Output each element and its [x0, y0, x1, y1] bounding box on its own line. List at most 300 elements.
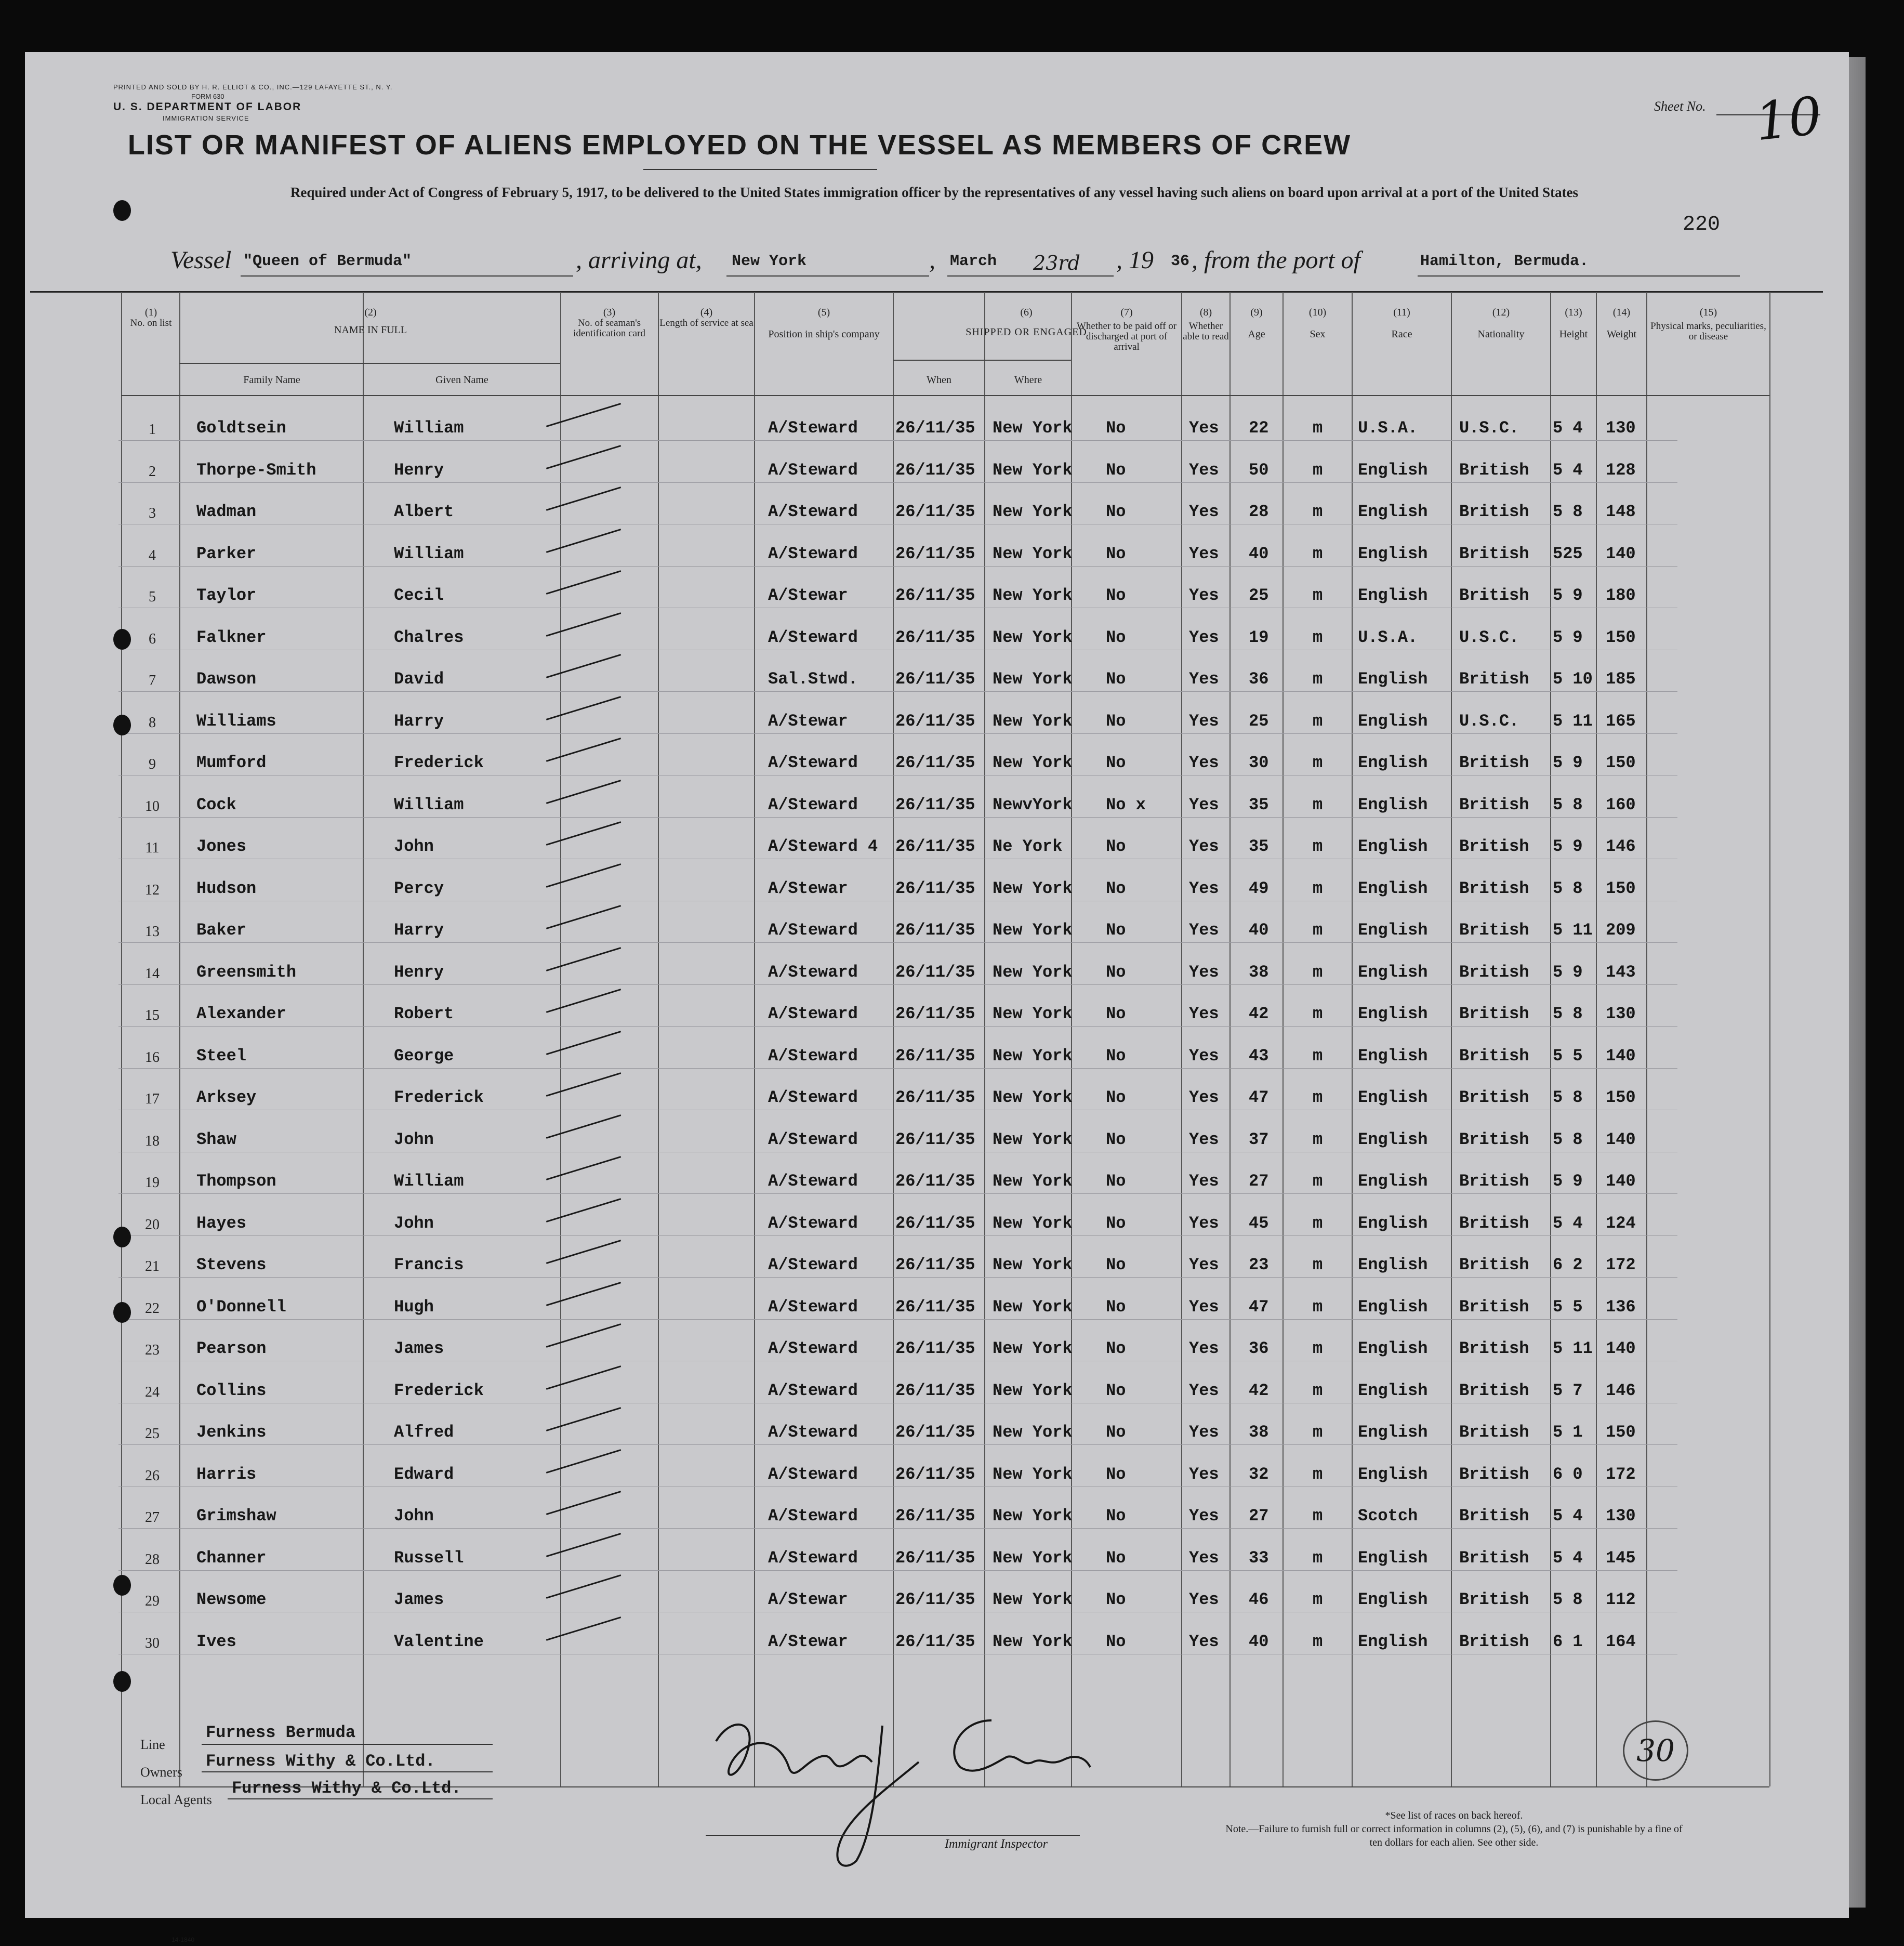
cell-position: A/Steward [768, 628, 858, 647]
cell-where: New York [993, 1004, 1073, 1023]
cell-no: 26 [145, 1468, 160, 1484]
cell-age: 27 [1249, 1506, 1269, 1526]
cell-paid: No [1106, 461, 1126, 480]
cell-given: John [394, 1214, 434, 1233]
row-divider [118, 566, 1677, 567]
cell-read: Yes [1189, 1088, 1219, 1107]
cell-read: Yes [1189, 1381, 1219, 1400]
id-card-check-mark [546, 1533, 621, 1557]
cell-nationality: British [1459, 1255, 1529, 1274]
cell-weight: 128 [1606, 461, 1636, 480]
cell-read: Yes [1189, 963, 1219, 982]
cell-age: 25 [1249, 712, 1269, 731]
cell-sex: m [1313, 1506, 1323, 1526]
row-divider [118, 733, 1677, 734]
cell-position: A/Steward [768, 461, 858, 480]
col-family-name-header: Family Name [243, 374, 300, 386]
cell-position: A/Steward [768, 1130, 858, 1149]
cell-where: New York [993, 712, 1073, 731]
cell-no: 27 [145, 1509, 160, 1526]
cell-read: Yes [1189, 1423, 1219, 1442]
cell-where: New York [993, 669, 1073, 689]
cell-when: 26/11/35 [895, 1339, 975, 1358]
id-card-check-mark [546, 1616, 621, 1641]
cell-nationality: British [1459, 837, 1529, 856]
cell-read: Yes [1189, 1506, 1219, 1526]
cell-given: William [394, 795, 464, 814]
year-prefix: , 19 [1116, 246, 1154, 274]
cell-read: Yes [1189, 921, 1219, 940]
inspector-label: Immigrant Inspector [945, 1837, 1048, 1851]
agents-label: Local Agents [140, 1792, 212, 1807]
cell-no: 13 [145, 924, 160, 940]
requirement-text: Required under Act of Congress of February 5, 1917, to be delivered to the United States immigration officer by the representatives of any vessel having such aliens on board upon arrival at a port of the United States [290, 185, 1579, 200]
cell-read: Yes [1189, 544, 1219, 563]
cell-race: English [1358, 461, 1428, 480]
cell-position: A/Steward [768, 1046, 858, 1066]
cell-nationality: U.S.C. [1459, 712, 1519, 731]
cell-where: New York [993, 418, 1073, 438]
cell-read: Yes [1189, 1004, 1219, 1023]
cell-weight: 150 [1606, 879, 1636, 898]
cell-weight: 148 [1606, 502, 1636, 521]
cell-read: Yes [1189, 669, 1219, 689]
cell-no: 28 [145, 1551, 160, 1568]
cell-family: Dawson [196, 669, 257, 689]
cell-nationality: British [1459, 1632, 1529, 1651]
cell-paid: No [1106, 879, 1126, 898]
cell-nationality: British [1459, 1088, 1529, 1107]
vessel-label: Vessel [170, 246, 232, 274]
cell-paid: No [1106, 1632, 1126, 1651]
cell-height: 5 4 [1553, 1506, 1583, 1526]
id-card-check-mark [546, 1491, 621, 1515]
cell-family: Pearson [196, 1339, 267, 1358]
cell-when: 26/11/35 [895, 502, 975, 521]
cell-race: English [1358, 795, 1428, 814]
cell-family: Greensmith [196, 963, 297, 982]
id-card-check-mark [546, 487, 621, 511]
cell-age: 27 [1249, 1172, 1269, 1191]
cell-no: 21 [145, 1258, 160, 1274]
cell-position: A/Steward [768, 963, 858, 982]
row-divider [118, 440, 1677, 441]
cell-nationality: British [1459, 669, 1529, 689]
cell-age: 40 [1249, 544, 1269, 563]
cell-paid: No [1106, 586, 1126, 605]
id-card-check-mark [546, 1031, 621, 1055]
cell-family: Alexander [196, 1004, 286, 1023]
cell-read: Yes [1189, 1548, 1219, 1568]
id-card-check-mark [546, 403, 621, 427]
cell-where: New York [993, 502, 1073, 521]
cell-race: English [1358, 1088, 1428, 1107]
cell-sex: m [1313, 1214, 1323, 1233]
id-card-check-mark [546, 1156, 621, 1180]
cell-family: Taylor [196, 586, 257, 605]
cell-read: Yes [1189, 586, 1219, 605]
cell-weight: 140 [1606, 1172, 1636, 1191]
punch-hole [113, 715, 131, 735]
cell-paid: No [1106, 628, 1126, 647]
cell-family: Grimshaw [196, 1506, 276, 1526]
cell-when: 26/11/35 [895, 628, 975, 647]
col-where-header: Where [1014, 374, 1042, 386]
cell-no: 12 [145, 882, 160, 898]
cell-where: New York [993, 879, 1073, 898]
cell-race: English [1358, 544, 1428, 563]
cell-sex: m [1313, 837, 1323, 856]
cell-weight: 140 [1606, 1046, 1636, 1066]
cell-race: English [1358, 1130, 1428, 1149]
cell-paid: No [1106, 1172, 1126, 1191]
col-shipped-header: (6) SHIPPED OR ENGAGED [966, 307, 1087, 338]
line-label: Line [140, 1737, 165, 1752]
cell-paid: No [1106, 1590, 1126, 1609]
cell-no: 23 [145, 1342, 160, 1358]
cell-sex: m [1313, 753, 1323, 772]
cell-position: A/Steward [768, 921, 858, 940]
cell-race: English [1358, 753, 1428, 772]
cell-sex: m [1313, 1130, 1323, 1149]
cell-height: 5 8 [1553, 795, 1583, 814]
cell-height: 5 9 [1553, 837, 1583, 856]
cell-paid: No [1106, 963, 1126, 982]
cell-nationality: British [1459, 1046, 1529, 1066]
cell-no: 20 [145, 1217, 160, 1233]
col-service-header: (4) Length of service at sea [659, 307, 753, 328]
cell-paid: No [1106, 1255, 1126, 1274]
punch-hole [113, 1227, 131, 1247]
id-card-check-mark [546, 1198, 621, 1222]
cell-weight: 146 [1606, 837, 1636, 856]
cell-sex: m [1313, 1632, 1323, 1651]
cell-no: 6 [149, 631, 156, 647]
cell-paid: No [1106, 1088, 1126, 1107]
cell-given: William [394, 544, 464, 563]
cell-family: Hayes [196, 1214, 247, 1233]
cell-age: 46 [1249, 1590, 1269, 1609]
cell-sex: m [1313, 1004, 1323, 1023]
cell-nationality: British [1459, 1297, 1529, 1317]
cell-position: A/Steward [768, 1214, 858, 1233]
row-divider [118, 1026, 1677, 1027]
cell-nationality: U.S.C. [1459, 628, 1519, 647]
cell-age: 19 [1249, 628, 1269, 647]
cell-paid: No [1106, 502, 1126, 521]
row-divider [118, 1068, 1677, 1069]
cell-age: 25 [1249, 586, 1269, 605]
cell-read: Yes [1189, 1590, 1219, 1609]
cell-age: 45 [1249, 1214, 1269, 1233]
punch-hole [113, 1302, 131, 1323]
id-card-check-mark [546, 1449, 621, 1474]
cell-where: New York [993, 1590, 1073, 1609]
cell-family: Thompson [196, 1172, 276, 1191]
cell-nationality: British [1459, 963, 1529, 982]
punch-hole [113, 1575, 131, 1596]
cell-read: Yes [1189, 502, 1219, 521]
cell-weight: 150 [1606, 628, 1636, 647]
punch-hole [113, 629, 131, 650]
cell-sex: m [1313, 502, 1323, 521]
cell-nationality: British [1459, 1214, 1529, 1233]
cell-no: 3 [149, 505, 156, 521]
cell-nationality: British [1459, 1548, 1529, 1568]
cell-weight: 172 [1606, 1465, 1636, 1484]
punch-hole [113, 1671, 131, 1692]
cell-height: 5 4 [1553, 418, 1583, 438]
cell-given: John [394, 837, 434, 856]
cell-where: New York [993, 1381, 1073, 1400]
cell-age: 42 [1249, 1381, 1269, 1400]
arrival-year: 36 [1171, 253, 1190, 270]
cell-when: 26/11/35 [895, 1506, 975, 1526]
cell-age: 38 [1249, 1423, 1269, 1442]
id-card-check-mark [546, 612, 621, 637]
cell-race: English [1358, 1172, 1428, 1191]
cell-paid: No [1106, 712, 1126, 731]
sheet-number-value: 10 [1752, 85, 1825, 153]
cell-family: Ives [196, 1632, 236, 1651]
cell-weight: 130 [1606, 418, 1636, 438]
cell-when: 26/11/35 [895, 1046, 975, 1066]
departure-port: Hamilton, Bermuda. [1420, 253, 1589, 270]
cell-nationality: British [1459, 1130, 1529, 1149]
cell-paid: No [1106, 418, 1126, 438]
cell-race: English [1358, 1590, 1428, 1609]
cell-nationality: U.S.C. [1459, 418, 1519, 438]
col-sex-header: (10) Sex [1308, 307, 1327, 340]
cell-where: New York [993, 1255, 1073, 1274]
cell-position: A/Steward [768, 795, 858, 814]
cell-when: 26/11/35 [895, 795, 975, 814]
cell-read: Yes [1189, 879, 1219, 898]
cell-height: 5 8 [1553, 502, 1583, 521]
id-card-check-mark [546, 1365, 621, 1390]
arrival-day: 23rd [1033, 252, 1080, 274]
cell-position: A/Steward [768, 418, 858, 438]
cell-height: 525 [1553, 544, 1583, 563]
cell-nationality: British [1459, 1465, 1529, 1484]
cell-nationality: British [1459, 586, 1529, 605]
cell-nationality: British [1459, 461, 1529, 480]
col-no-header: (1) No. on list [130, 307, 172, 328]
cell-given: George [394, 1046, 454, 1066]
cell-weight: 180 [1606, 586, 1636, 605]
printer-imprint: PRINTED AND SOLD BY H. R. ELLIOT & CO., INC.—129 LAFAYETTE ST., N. Y. [113, 83, 393, 91]
arriving-port: New York [732, 253, 807, 270]
cell-position: A/Steward [768, 1088, 858, 1107]
cell-paid: No [1106, 669, 1126, 689]
cell-given: Edward [394, 1465, 454, 1484]
cell-when: 26/11/35 [895, 1004, 975, 1023]
cell-paid: No [1106, 1004, 1126, 1023]
cell-when: 26/11/35 [895, 1172, 975, 1191]
cell-height: 5 4 [1553, 461, 1583, 480]
cell-no: 24 [145, 1384, 160, 1400]
cell-sex: m [1313, 712, 1323, 731]
cell-sex: m [1313, 1423, 1323, 1442]
col-given-name-header: Given Name [435, 374, 488, 386]
cell-where: New York [993, 586, 1073, 605]
id-card-check-mark [546, 905, 621, 929]
cell-paid: No [1106, 544, 1126, 563]
cell-paid: No [1106, 1046, 1126, 1066]
cell-given: Cecil [394, 586, 444, 605]
cell-when: 26/11/35 [895, 1632, 975, 1651]
cell-weight: 146 [1606, 1381, 1636, 1400]
cell-height: 5 11 [1553, 921, 1593, 940]
row-divider [118, 817, 1677, 818]
col-when-header: When [927, 374, 951, 386]
cell-nationality: British [1459, 753, 1529, 772]
cell-weight: 165 [1606, 712, 1636, 731]
id-card-check-mark [546, 947, 621, 971]
cell-when: 26/11/35 [895, 1255, 975, 1274]
cell-given: Frederick [394, 753, 484, 772]
agents-value: Furness Withy & Co.Ltd. [232, 1779, 461, 1798]
id-card-check-mark [546, 1407, 621, 1431]
cell-when: 26/11/35 [895, 1548, 975, 1568]
cell-race: English [1358, 921, 1428, 940]
cell-no: 2 [149, 464, 156, 480]
cell-where: New York [993, 1506, 1073, 1526]
cell-nationality: British [1459, 879, 1529, 898]
col-id-card-header: (3) No. of seaman's identification card [573, 307, 645, 339]
cell-race: Scotch [1358, 1506, 1418, 1526]
cell-where: New York [993, 1423, 1073, 1442]
cell-race: English [1358, 1046, 1428, 1066]
cell-when: 26/11/35 [895, 669, 975, 689]
cell-age: 47 [1249, 1088, 1269, 1107]
cell-given: Harry [394, 712, 444, 731]
cell-height: 5 4 [1553, 1548, 1583, 1568]
cell-sex: m [1313, 1172, 1323, 1191]
cell-age: 50 [1249, 461, 1269, 480]
cell-sex: m [1313, 1381, 1323, 1400]
cell-sex: m [1313, 628, 1323, 647]
cell-age: 38 [1249, 963, 1269, 982]
cell-given: Albert [394, 502, 454, 521]
cell-race: English [1358, 1297, 1428, 1317]
cell-age: 22 [1249, 418, 1269, 438]
cell-given: Harry [394, 921, 444, 940]
cell-height: 6 2 [1553, 1255, 1583, 1274]
cell-given: Hugh [394, 1297, 434, 1317]
id-card-check-mark [546, 863, 621, 888]
cell-nationality: British [1459, 1590, 1529, 1609]
cell-read: Yes [1189, 1214, 1219, 1233]
cell-when: 26/11/35 [895, 712, 975, 731]
cell-when: 26/11/35 [895, 586, 975, 605]
cell-paid: No x [1106, 795, 1146, 814]
cell-family: O'Donnell [196, 1297, 286, 1317]
cell-where: New York [993, 544, 1073, 563]
arriving-label: , arriving at, [576, 246, 702, 274]
cell-race: English [1358, 1004, 1428, 1023]
cell-when: 26/11/35 [895, 461, 975, 480]
department-name: U. S. DEPARTMENT OF LABOR [113, 101, 302, 113]
cell-age: 47 [1249, 1297, 1269, 1317]
cell-weight: 124 [1606, 1214, 1636, 1233]
cell-weight: 112 [1606, 1590, 1636, 1609]
vessel-line: Vessel "Queen of Bermuda" , arriving at, New York , March 23rd , 19 36 , from the port of Hamilton, Bermuda. [170, 245, 1740, 277]
cell-given: Valentine [394, 1632, 484, 1651]
cell-age: 30 [1249, 753, 1269, 772]
cell-weight: 150 [1606, 1423, 1636, 1442]
cell-where: New York [993, 628, 1073, 647]
cell-family: Falkner [196, 628, 267, 647]
line-value: Furness Bermuda [206, 1723, 356, 1742]
cell-no: 29 [145, 1593, 160, 1609]
cell-sex: m [1313, 921, 1323, 940]
cell-weight: 140 [1606, 1130, 1636, 1149]
row-divider [118, 1235, 1677, 1236]
row-divider [118, 691, 1677, 692]
cell-given: John [394, 1130, 434, 1149]
cell-height: 5 1 [1553, 1423, 1583, 1442]
cell-position: A/Steward [768, 502, 858, 521]
cell-sex: m [1313, 1088, 1323, 1107]
from-label: , from the port of [1192, 246, 1360, 274]
cell-weight: 172 [1606, 1255, 1636, 1274]
cell-weight: 140 [1606, 1339, 1636, 1358]
row-divider [118, 984, 1677, 985]
cell-read: Yes [1189, 712, 1219, 731]
cell-age: 23 [1249, 1255, 1269, 1274]
form-notes: *See list of races on back hereof. Note.—Failure to furnish full or correct information in columns (2), (5), (6), and (7) is punishable by a fine of ten dollars for each alien. See other side. [1225, 1810, 1683, 1848]
cell-where: Ne York [993, 837, 1063, 856]
cell-nationality: British [1459, 1381, 1529, 1400]
cell-position: A/Steward [768, 1465, 858, 1484]
cell-weight: 185 [1606, 669, 1636, 689]
cell-weight: 164 [1606, 1632, 1636, 1651]
cell-read: Yes [1189, 418, 1219, 438]
cell-height: 5 10 [1553, 669, 1593, 689]
row-divider [118, 1277, 1677, 1278]
cell-position: A/Steward [768, 544, 858, 563]
id-card-check-mark [546, 1114, 621, 1139]
vessel-name: "Queen of Bermuda" [243, 253, 412, 270]
cell-height: 5 4 [1553, 1214, 1583, 1233]
cell-position: A/Steward [768, 1423, 858, 1442]
cell-position: A/Steward [768, 1172, 858, 1191]
cell-weight: 143 [1606, 963, 1636, 982]
cell-where: New York [993, 1297, 1073, 1317]
cell-family: Channer [196, 1548, 267, 1568]
col-name-header: (2) NAME IN FULL [334, 307, 407, 336]
cell-when: 26/11/35 [895, 1088, 975, 1107]
cell-race: English [1358, 502, 1428, 521]
cell-when: 26/11/35 [895, 963, 975, 982]
cell-read: Yes [1189, 1339, 1219, 1358]
cell-race: English [1358, 1465, 1428, 1484]
cell-where: New York [993, 1172, 1073, 1191]
cell-height: 5 8 [1553, 1004, 1583, 1023]
cell-family: Wadman [196, 502, 257, 521]
cell-height: 5 9 [1553, 586, 1583, 605]
cell-where: New York [993, 1214, 1073, 1233]
cell-height: 6 1 [1553, 1632, 1583, 1651]
service-name: IMMIGRATION SERVICE [163, 114, 249, 122]
cell-family: Goldtsein [196, 418, 286, 438]
cell-race: English [1358, 1423, 1428, 1442]
cell-where: New York [993, 1046, 1073, 1066]
id-card-check-mark [546, 989, 621, 1013]
cell-when: 26/11/35 [895, 753, 975, 772]
cell-paid: No [1106, 753, 1126, 772]
